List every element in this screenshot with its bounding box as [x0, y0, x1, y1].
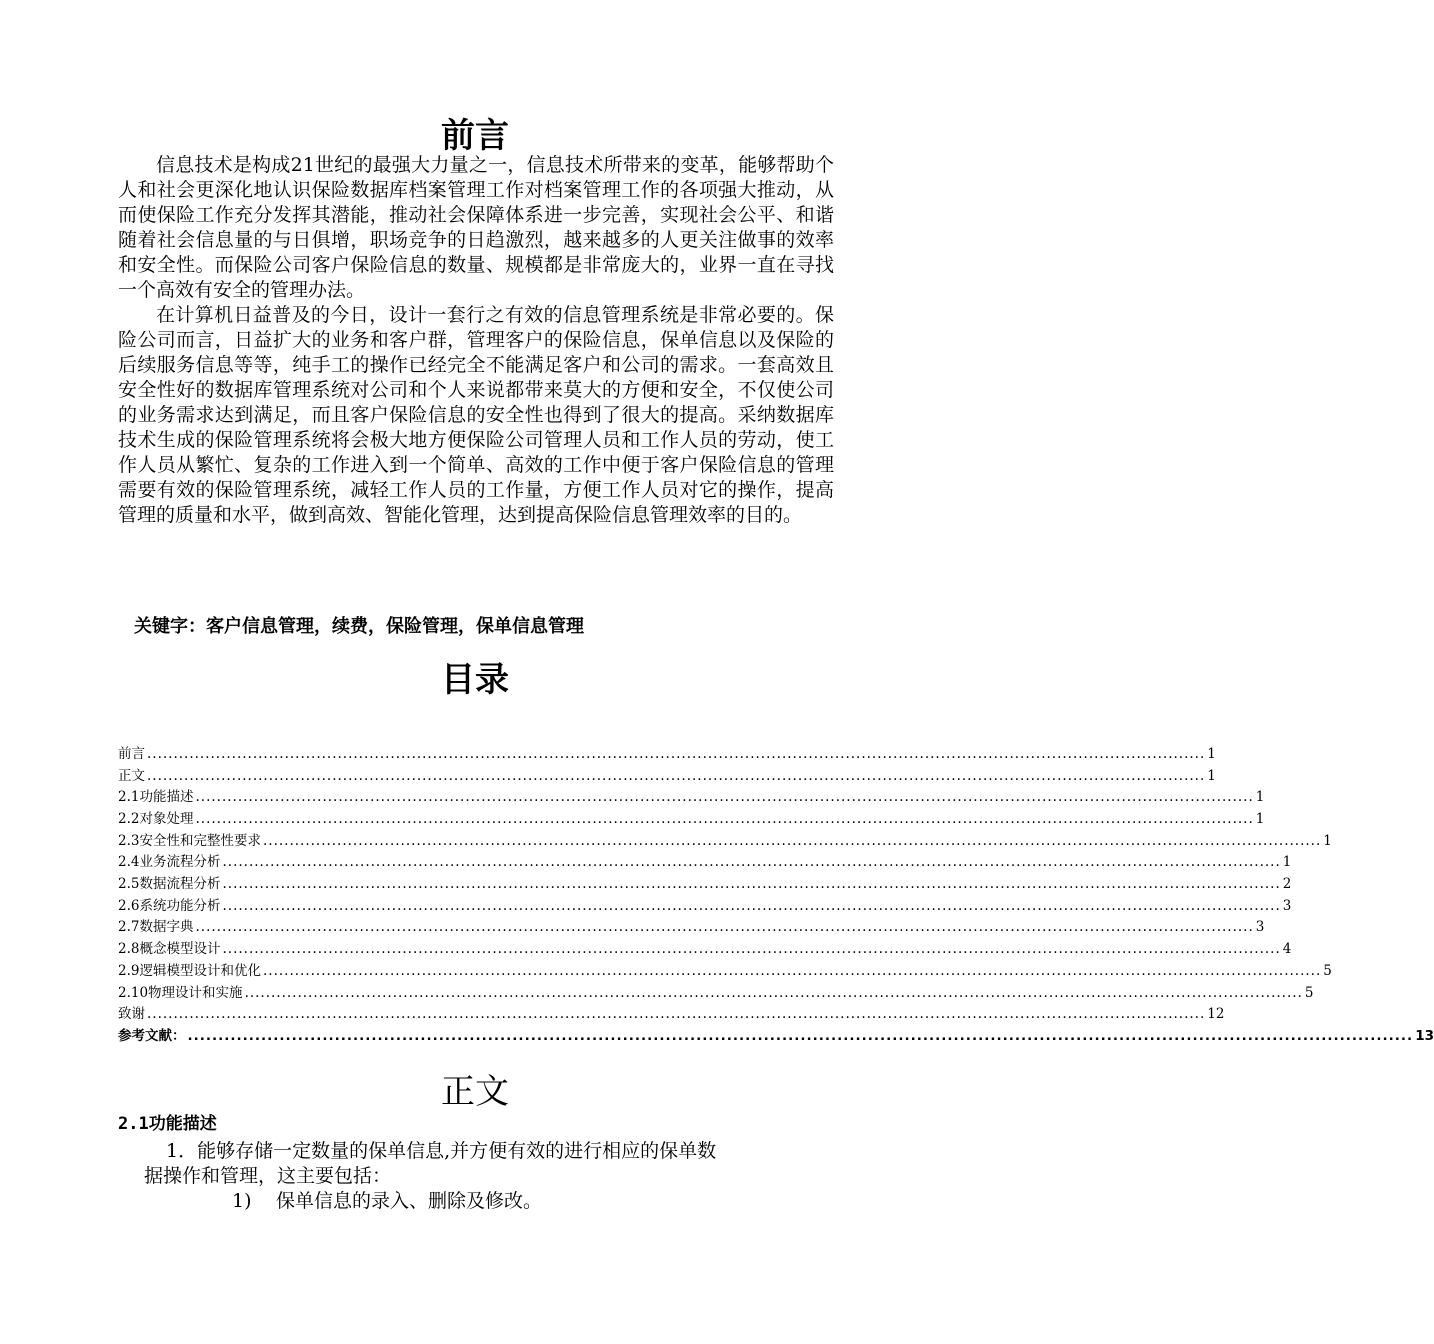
toc-entry-title: 2.2对象处理 [118, 811, 194, 828]
toc-entry-title: 2.10物理设计和实施 [118, 984, 243, 1001]
section-heading: 2.1功能描述 [118, 1114, 217, 1134]
toc-entry-title: 2.8概念模型设计 [118, 941, 221, 958]
toc-entry-page: 1 [1282, 854, 1292, 871]
keywords-line: 关键字：客户信息管理，续费，保险管理，保单信息管理 [134, 616, 584, 637]
table-of-contents [118, 744, 1434, 1048]
toc-leader: ........................................................................................................................................................................................................ [187, 1027, 1414, 1044]
toc-leader: ........................................................................................................................................................................................................ [262, 832, 1322, 849]
toc-entry-2-9[interactable] [118, 961, 1332, 983]
toc-entry-title: 2.4业务流程分析 [118, 854, 221, 871]
toc-entry-title: 2.3安全性和完整性要求 [118, 832, 261, 849]
toc-leader: ........................................................................................................................................................................................................ [195, 811, 1254, 828]
body-title: 正文 [441, 1072, 509, 1112]
toc-entry-page: 3 [1282, 897, 1292, 914]
toc-leader: ........................................................................................................................................................................................................ [195, 919, 1254, 936]
toc-entry-body[interactable] [118, 766, 1216, 788]
toc-leader: ........................................................................................................................................................................................................ [222, 876, 1281, 893]
toc-entry-page: 1 [1255, 811, 1265, 828]
toc-entry-title: 2.5数据流程分析 [118, 876, 221, 893]
toc-leader: ........................................................................................................................................................................................................ [244, 984, 1303, 1001]
toc-entry-preface[interactable] [118, 744, 1216, 766]
toc-entry-2-1[interactable] [118, 787, 1265, 809]
toc-entry-title: 2.7数据字典 [118, 919, 194, 936]
toc-entry-2-4[interactable] [118, 852, 1292, 874]
toc-entry-acknowledgements[interactable] [118, 1004, 1225, 1026]
toc-leader: ........................................................................................................................................................................................................ [222, 897, 1281, 914]
subitem-number: 1) [232, 1190, 252, 1212]
item-1-line-2: 据操作和管理，这主要包括： [144, 1165, 392, 1187]
toc-entry-page: 4 [1282, 941, 1292, 958]
toc-entry-title: 参考文献： [118, 1027, 186, 1044]
toc-leader: ........................................................................................................................................................................................................ [262, 962, 1322, 979]
toc-entry-2-2[interactable] [118, 809, 1265, 831]
toc-leader: ........................................................................................................................................................................................................ [147, 767, 1206, 784]
toc-entry-title: 2.1功能描述 [118, 789, 194, 806]
preface-body [118, 153, 834, 528]
preface-title: 前言 [441, 116, 509, 156]
preface-paragraph-1: 信息技术是构成21世纪的最强大力量之一，信息技术所带来的变革，能够帮助个人和社会更深化地认识保险数据库档案管理工作对档案管理工作的各项强大推动，从而使保险工作充分发挥其潜能，推动社会保障体系进一步完善，实现社会公平、和谐随着社会信息量的与日俱增，职场竞争的日趋激烈，越来越多的人更关注做事的效率和安全性。而保险公司客户保险信息的数量、规模都是非常庞大的，业界一直在寻找一个高效有安全的管理办法。 [118, 154, 834, 301]
toc-entry-title: 前言 [118, 745, 145, 762]
toc-entry-page: 3 [1255, 919, 1265, 936]
toc-entry-2-7[interactable] [118, 918, 1265, 940]
toc-entry-title: 2.9逻辑模型设计和优化 [118, 962, 261, 979]
toc-entry-page: 5 [1304, 984, 1314, 1001]
toc-leader: ........................................................................................................................................................................................................ [147, 1006, 1206, 1023]
toc-entry-title: 2.6系统功能分析 [118, 897, 221, 914]
toc-entry-page: 2 [1282, 876, 1292, 893]
item-1-line-1: 1．能够存储一定数量的保单信息,并方便有效的进行相应的保单数 [166, 1140, 717, 1162]
toc-entry-2-3[interactable] [118, 831, 1332, 853]
toc-title: 目录 [441, 660, 509, 700]
toc-entry-page: 1 [1255, 789, 1265, 806]
preface-paragraph-2: 在计算机日益普及的今日，设计一套行之有效的信息管理系统是非常必要的。保险公司而言，日益扩大的业务和客户群，管理客户的保险信息，保单信息以及保险的后续服务信息等等，纯手工的操作已经完全不能满足客户和公司的需求。一套高效且安全性好的数据库管理系统对公司和个人来说都带来莫大的方便和安全，不仅使公司的业务需求达到满足，而且客户保险信息的安全性也得到了很大的提高。采纳数据库技术生成的保险管理系统将会极大地方便保险公司管理人员和工作人员的劳动，使工作人员从繁忙、复杂的工作进入到一个简单、高效的工作中便于客户保险信息的管理需要有效的保险管理系统，减轻工作人员的工作量，方便工作人员对它的操作，提高管理的质量和水平，做到高效、智能化管理，达到提高保险信息管理效率的目的。 [118, 304, 834, 526]
toc-entry-page: 12 [1207, 1006, 1225, 1023]
toc-entry-2-8[interactable] [118, 939, 1292, 961]
toc-entry-page: 1 [1207, 767, 1216, 784]
toc-entry-references[interactable] [118, 1026, 1434, 1048]
subitem-text: 保单信息的录入、删除及修改。 [276, 1190, 543, 1212]
toc-entry-title: 致谢 [118, 1006, 145, 1023]
toc-entry-2-6[interactable] [118, 896, 1292, 918]
toc-leader: ........................................................................................................................................................................................................ [222, 941, 1281, 958]
toc-entry-page: 1 [1323, 832, 1332, 849]
toc-entry-2-5[interactable] [118, 874, 1292, 896]
toc-entry-page: 13 [1415, 1027, 1434, 1044]
toc-entry-page: 1 [1207, 745, 1216, 762]
toc-leader: ........................................................................................................................................................................................................ [147, 745, 1206, 762]
toc-entry-2-10[interactable] [118, 983, 1314, 1005]
toc-entry-title: 正文 [118, 767, 145, 784]
toc-entry-page: 5 [1323, 962, 1332, 979]
toc-leader: ........................................................................................................................................................................................................ [222, 854, 1281, 871]
toc-leader: ........................................................................................................................................................................................................ [195, 789, 1254, 806]
